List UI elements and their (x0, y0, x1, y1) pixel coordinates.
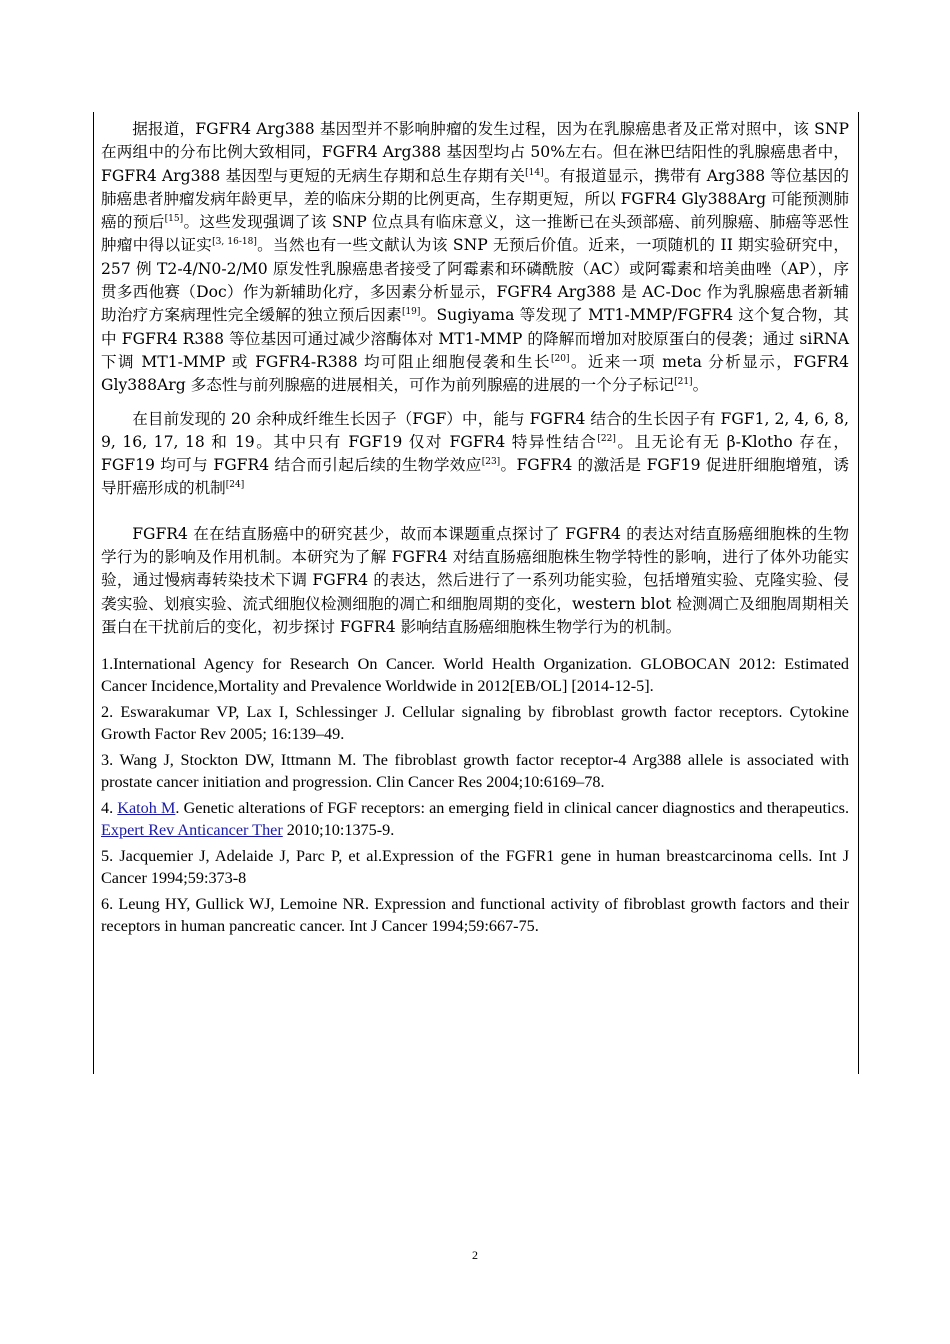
reference-list (101, 653, 849, 937)
citation-superscript: [21] (674, 377, 693, 388)
text-run: FGFR4 在在结直肠癌中的研究甚少，故而本课题重点探讨了 FGFR4 的表达对结直肠癌细胞株的生物学行为的影响及作用机制。本研究为了解 FGFR4 对结直肠癌细胞株生物学特性的影响，进行了体外功能实验，通过慢病毒转染技术下调 FGFR4 的表达，然后进行了一系列功能实验，包括增殖实验、克隆实验、侵袭实验、划痕实验、流式细胞仪检测细胞的凋亡和细胞周期的变化，western blot 检测凋亡及细胞周期相关蛋白在干扰前后的变化，初步探讨 FGFR4 影响结直肠癌细胞株生物学行为的机制。 (101, 524, 849, 636)
text-run: 。且无论有无 β-Klotho 存在，FGF19 均可与 FGFR4 结合而引起后续的生物学效应 (101, 432, 849, 475)
page-number: 2 (472, 1248, 478, 1262)
text-run: 1.International Agency for Research On Cancer. World Health Organization. GLOBOCAN 2012: Estimated Cancer Incidence,Mortality and Prevalence Worldwide in 2012[EB/OL] [2014-12-5]. (101, 655, 849, 696)
text-run: 6. Leung HY, Gullick WJ, Lemoine NR. Expression and functional activity of fibroblast growth factors and their receptors in human pancreatic cancer. Int J Cancer 1994;59:667-75. (101, 895, 849, 936)
citation-superscript: [22] (597, 433, 616, 444)
text-run: 2. Eswarakumar VP, Lax I, Schlessinger J. Cellular signaling by fibroblast growth factor receptors. Cytokine Growth Factor Rev 2005; 16:139–49. (101, 703, 849, 744)
reference-item (101, 845, 849, 889)
body-paragraphs (101, 118, 849, 639)
citation-superscript: [3, 16-18] (212, 237, 257, 248)
reference-item (101, 893, 849, 937)
text-run: 4. (101, 799, 118, 818)
document-body (101, 118, 849, 941)
reference-link[interactable]: Expert Rev Anticancer Ther (101, 821, 283, 840)
text-run: 。当然也有一些文献认为该 SNP 无预后价值。近来，一项随机的 II 期实验研究中，257 例 T2-4/N0-2/M0 原发性乳腺癌患者接受了阿霉素和环磷酰胺（AC）或阿霉素和培美曲唑（AP），序贯多西他赛（Doc）作为新辅助化疗，多因素分析显示，FGFR4 Arg388 是 AC-Doc 作为乳腺癌患者新辅助治疗方案病理性完全缓解的独立预后因素 (101, 236, 849, 325)
text-run: 在目前发现的 20 余种成纤维生长因子（FGF）中，能与 FGFR4 结合的生长因子有 FGF1, 2, 4, 6, 8, 9, 16, 17, 18 和 19。其中只有 FGF19 仅对 FGFR4 特异性结合 (101, 409, 849, 451)
text-run: 3. Wang J, Stockton DW, Ittmann M. The fibroblast growth factor receptor-4 Arg388 allele is associated with prostate cancer initiation and progression. Clin Cancer Res 2004;10:6169–78. (101, 751, 849, 792)
reference-item (101, 701, 849, 745)
text-run: 。有报道显示，携带有 Arg388 等位基因的肺癌患者肿瘤发病年龄更早，差的临床分期的比例更高，生存期更短，所以 FGFR4 Gly388Arg 可能预测肺癌的预后 (101, 166, 849, 232)
reference-link[interactable]: Katoh M (117, 799, 176, 818)
text-run: 。FGFR4 的激活是 FGF19 促进肝细胞增殖，诱导肝癌形成的机制 (101, 456, 849, 498)
reference-item (101, 749, 849, 793)
body-paragraph (101, 523, 849, 639)
citation-superscript: [14] (525, 167, 544, 178)
citation-superscript: [24] (225, 480, 245, 491)
text-run: 。这些发现强调了该 SNP 位点具有临床意义，这一推断已在头颈部癌、前列腺癌、肺癌等恶性肿瘤中得以证实 (101, 213, 849, 255)
reference-item (101, 653, 849, 697)
citation-superscript: [19] (401, 307, 421, 318)
body-paragraph (101, 118, 849, 398)
text-run: 据报道，FGFR4 Arg388 基因型并不影响肿瘤的发生过程，因为在乳腺癌患者及正常对照中，该 SNP 在两组中的分布比例大致相同，FGFR4 Arg388 基因型均占 50%左右。但在淋巴结阳性的乳腺癌患者中，FGFR4 Arg388 基因型与更短的无病生存期和总生存期有关 (101, 120, 849, 185)
text-run: 。近来一项 meta 分析显示，FGFR4 Gly388Arg 多态性与前列腺癌的进展相关，可作为前列腺癌的进展的一个分子标记 (101, 352, 849, 395)
text-run: 2010;10:1375-9. (282, 821, 395, 840)
text-run: 。 (692, 376, 709, 395)
citation-superscript: [20] (551, 353, 570, 364)
text-run: 5. Jacquemier J, Adelaide J, Parc P, et al.Expression of the FGFR1 gene in human breastcarcinoma cells. Int J Cancer 1994;59:373-8 (101, 847, 849, 888)
body-paragraph (101, 408, 849, 501)
text-run: 。Sugiyama 等发现了 MT1-MMP/FGFR4 这个复合物，其中 FGFR4 R388 等位基因可通过减少溶酶体对 MT1-MMP 的降解而增加对胶原蛋白的侵袭；通过 siRNA 下调 MT1-MMP 或 FGFR4-R388 均可阻止细胞侵袭和生长 (101, 306, 849, 371)
reference-item (101, 797, 849, 841)
citation-superscript: [15] (164, 214, 184, 224)
text-run: . Genetic alterations of FGF receptors: an emerging field in clinical cancer diagnostics and therapeutics. (175, 799, 850, 818)
citation-superscript: [23] (481, 456, 501, 467)
